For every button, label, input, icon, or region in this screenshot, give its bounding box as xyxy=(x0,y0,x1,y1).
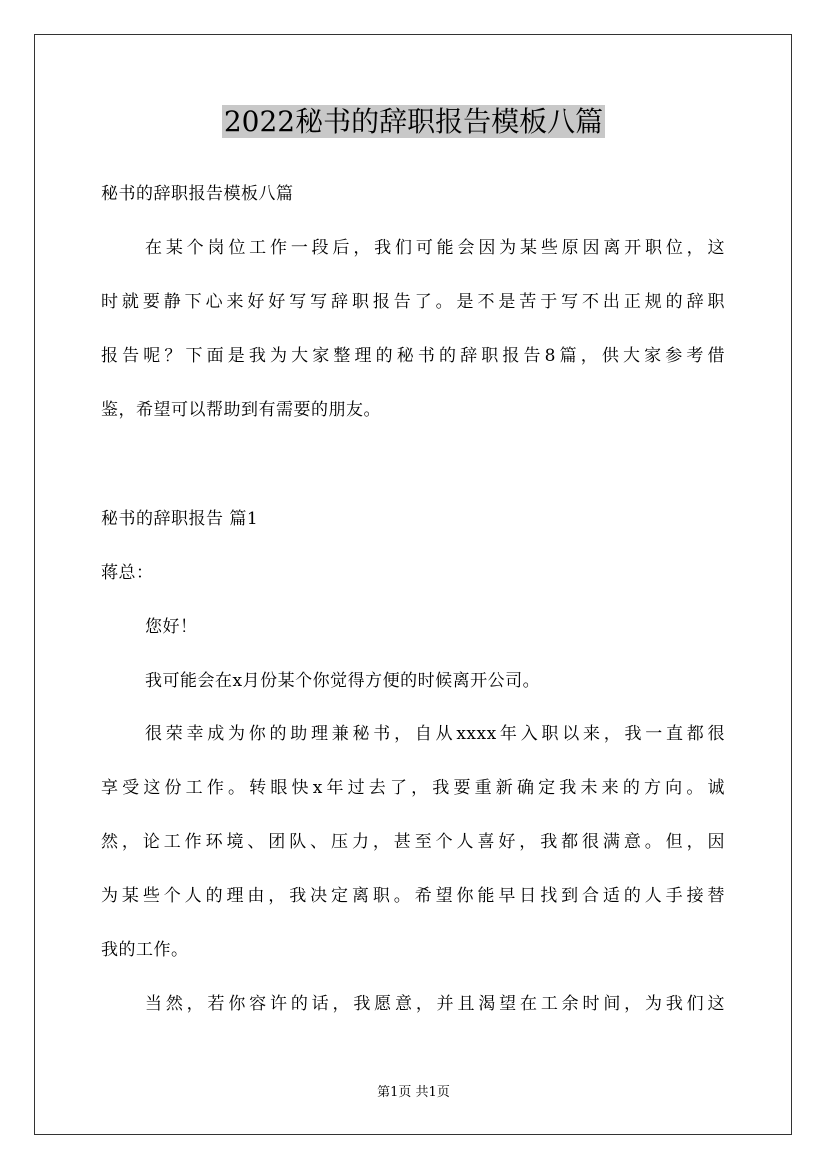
page-number-footer: 第1页 共1页 xyxy=(377,1085,450,1100)
section-heading: 秘书的辞职报告 篇1 xyxy=(101,509,259,529)
intro-line-1: 在某个岗位工作一段后，我们可能会因为某些原因离开职位，这 xyxy=(145,238,725,258)
intro-line-4: 鉴，希望可以帮助到有需要的朋友。 xyxy=(101,400,381,420)
document-title xyxy=(0,103,827,141)
document-title-text: 2022秘书的辞职报告模板八篇 xyxy=(223,105,604,138)
intro-line-2: 时就要静下心来好好写写辞职报告了。是不是苦于写不出正规的辞职 xyxy=(101,292,725,312)
paragraph-2-line-4: 为某些个人的理由，我决定离职。希望你能早日找到合适的人手接替 xyxy=(101,886,725,906)
paragraph-2-line-1: 很荣幸成为你的助理兼秘书，自从xxxx年入职以来，我一直都很 xyxy=(145,724,725,744)
greeting: 您好！ xyxy=(145,617,198,637)
paragraph-2-line-3: 然，论工作环境、团队、压力，甚至个人喜好，我都很满意。但，因 xyxy=(101,832,725,852)
paragraph-3-line-1: 当然，若你容许的话，我愿意，并且渴望在工余时间，为我们这 xyxy=(145,994,725,1014)
document-subtitle: 秘书的辞职报告模板八篇 xyxy=(101,184,294,204)
intro-line-3: 报告呢？下面是我为大家整理的秘书的辞职报告8篇，供大家参考借 xyxy=(101,346,725,366)
paragraph-2-line-5: 我的工作。 xyxy=(101,940,189,960)
salutation: 蒋总： xyxy=(101,563,154,583)
paragraph-1: 我可能会在x月份某个你觉得方便的时候离开公司。 xyxy=(145,671,541,691)
paragraph-2-line-2: 享受这份工作。转眼快x年过去了，我要重新确定我未来的方向。诚 xyxy=(101,778,725,798)
